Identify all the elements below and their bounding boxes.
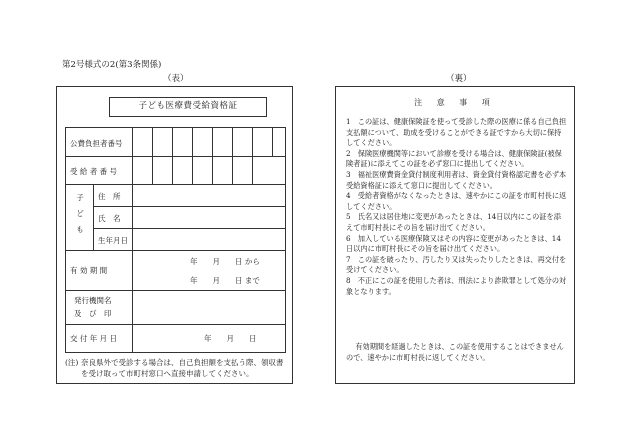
notice-item: 2 保険医療機関等において診療を受ける場合は、健康保険証(被保険者証)に添えてこの証を必ず窓口に提出してください。	[346, 148, 562, 169]
notice-item: 6 加入している医療保険又はその内容に変更があったときは、14日以内に市町村長にその旨を届け出てください。	[346, 233, 561, 254]
recipient-number-label: 受 給 者 番 号	[70, 167, 118, 176]
issuer-label-line2: 及 び 印	[74, 309, 112, 318]
back-side-label: （裏）	[446, 74, 472, 84]
validity-from: 年 月 日 から	[190, 257, 260, 266]
payer-number-label: 公費負担者番号	[70, 139, 123, 148]
notice-item: 3 福祉医療費資金貸付制度利用者は、資金貸付資格認定書を必ず本受給資格証に添えて窓口に提出してください。	[346, 169, 567, 190]
child-group-label: 子 ど も	[76, 193, 84, 234]
validity-label: 有 効 期 間	[70, 266, 108, 275]
front-card	[56, 86, 293, 384]
birthdate-label: 生年月日	[98, 236, 128, 245]
issue-date-label: 交 付 年 月 日	[70, 334, 118, 343]
front-side-label: （表）	[163, 74, 189, 84]
back-title: 注 意 事 項	[414, 98, 496, 107]
notice-item: 7 この証を破ったり、汚したり又は失ったりしたときは、再交付を受けてください。	[346, 254, 567, 275]
issuer-label-line1: 発行機関名	[74, 296, 112, 305]
back-card	[335, 86, 575, 384]
name-label: 氏 名	[98, 214, 121, 223]
form-number: 第2号様式の2(第3条関係)	[62, 60, 162, 70]
card-title: 子ども医療費受給資格証	[109, 97, 267, 117]
validity-to: 年 月 日 まで	[190, 276, 260, 285]
notice-list	[346, 117, 568, 297]
note-label: (注)	[65, 358, 79, 367]
notice-item: 8 不正にこの証を使用した者は、刑法により詐欺罪として処分の対象となります。	[346, 275, 567, 296]
notice-item: 5 氏名又は居住地に変更があったときは、14日以内にこの証を添えて市町村長にその旨を届け出てください。	[346, 212, 561, 232]
issue-date-value: 年 月 日	[204, 334, 257, 343]
back-footer: 有効期間を経過したときは、この証を使用することはできませんので、速やかに市町村長に返してください。	[346, 342, 564, 362]
notice-item: 4 受給者資格がなくなったときは、速やかにこの証を市町村長に返してください。	[346, 191, 567, 211]
front-form-grid	[65, 127, 286, 353]
address-label: 住 所	[98, 192, 121, 201]
note-text: 奈良県外で受診する場合は、自己負担額を支払う際、領収書を受け取って市町村窓口へ直接申請してください。	[81, 358, 284, 378]
front-note	[65, 357, 286, 379]
notice-item: 1 この証は、健康保険証を使って受診した際の医療に係る自己負担支払額について、助成を受けることができる証ですから大切に保持してください。	[346, 117, 567, 148]
